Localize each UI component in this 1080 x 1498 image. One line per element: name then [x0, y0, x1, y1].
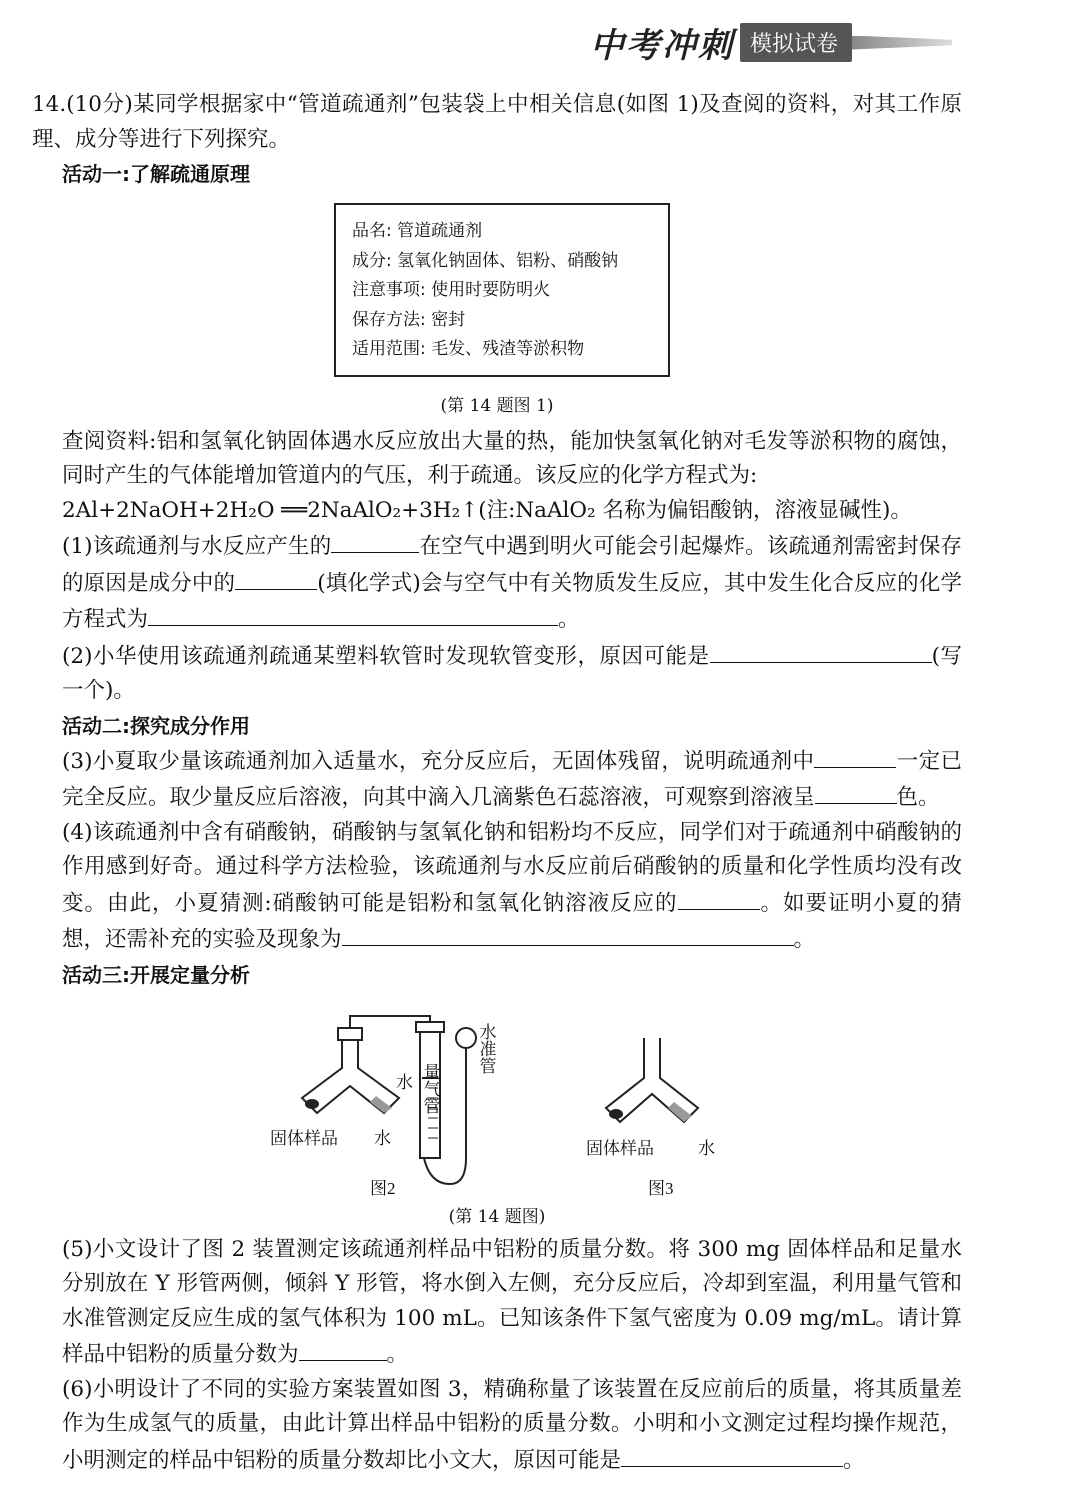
fig3-water-label: 水 — [698, 1138, 715, 1158]
figure-1-caption: (第 14 题图 1) — [440, 395, 554, 416]
figure-3-apparatus — [606, 1038, 698, 1122]
answer-blank[interactable] — [815, 779, 897, 804]
label-line: 成分: 氢氧化钠固体、铝粉、硝酸钠 — [352, 250, 619, 271]
figure-2-apparatus — [302, 1016, 476, 1184]
answer-blank[interactable] — [331, 528, 419, 553]
activity-1-heading: 活动一:了解疏通原理 — [62, 162, 250, 186]
label-line: 品名: 管道疏通剂 — [352, 221, 483, 241]
answer-blank[interactable] — [678, 885, 760, 910]
question-intro: 14.(10分)某同学根据家中“管道疏通剂”包装袋上中相关信息(如图 1)及查阅的资料，对其工作原理、成分等进行下列探究。 — [32, 92, 962, 152]
fig2-water-in-tube-label: 水 — [396, 1072, 413, 1092]
question-body — [32, 88, 962, 1478]
equation-line: 2Al+2NaOH+2H₂O ══2NaAlO₂+3H₂↑(注:NaAlO₂ 名称为偏铝酸钠，溶液显碱性)。 — [62, 497, 912, 523]
label-line: 注意事项: 使用时要防明火 — [352, 280, 551, 300]
answer-blank[interactable] — [148, 601, 558, 626]
question-3: (3)小夏取少量该疏通剂加入适量水，充分反应后，无固体残留，说明疏通剂中 一定已完全反应。取少量反应后溶液，向其中滴入几滴紫色石蕊溶液，可观察到溶液呈 色。 — [32, 743, 962, 816]
figure-caption: (第 14 题图) — [448, 1206, 546, 1227]
gas-tube-label: 量气管 — [420, 1062, 440, 1114]
question-1: (1)该疏通剂与水反应产生的 在空气中遇到明火可能会引起爆炸。该疏通剂需密封保存的原因是成分中的 (填化学式)会与空气中有关物质发生反应，其中发生化合反应的化学方程式为 。 — [32, 528, 962, 638]
answer-blank[interactable] — [621, 1442, 843, 1467]
question-5: (5)小文设计了图 2 装置测定该疏通剂样品中铝粉的质量分数。将 300 mg 固体样品和足量水分别放在 Y 形管两侧，倾斜 Y 形管，将水倒入左侧，充分反应后，冷却到室温，利用量气管和水准管测定反应生成的氢气体积为 100 mL。已知该条件下氢气密度为 0.09 mg/mL。请计算样品中铝粉的质量分数为 。 — [62, 1236, 962, 1367]
water-fill — [370, 1096, 392, 1113]
fig2-solid-label: 固体样品 — [270, 1128, 338, 1148]
answer-blank[interactable] — [235, 565, 317, 590]
solid-sample-3 — [609, 1109, 623, 1119]
question-6: (6)小明设计了不同的实验方案装置如图 3，精确称量了该装置在反应前后的质量，将其质量差作为生成氢气的质量，由此计算出样品中铝粉的质量分数。小明和小文测定过程均操作规范，小明测定的样品中铝粉的质量分数却比小文大，原因可能是 。 — [62, 1376, 962, 1473]
brush-decoration — [852, 36, 952, 50]
answer-blank[interactable] — [299, 1336, 387, 1361]
answer-blank[interactable] — [710, 638, 932, 663]
level-tube-label: 水准管 — [476, 1022, 496, 1074]
fig2-water-label: 水 — [374, 1128, 391, 1148]
figure-3-caption: 图3 — [648, 1178, 674, 1198]
question-2: (2)小华使用该疏通剂疏通某塑料软管时发现软管变形，原因可能是 (写一个)。 — [32, 638, 962, 709]
answer-blank[interactable] — [342, 921, 794, 946]
y-tube-open — [606, 1038, 698, 1122]
solid-sample — [305, 1099, 319, 1109]
activity-2-heading: 活动二:探究成分作用 — [62, 713, 250, 738]
reference-text: 查阅资料:铝和氢氧化钠固体遇水反应放出大量的热，能加快氢氧化钠对毛发等淤积物的腐蚀，同时产生的气体能增加管道内的气压，利于疏通。该反应的化学方程式为: — [62, 428, 962, 488]
fig3-solid-label: 固体样品 — [586, 1138, 654, 1158]
label-line: 适用范围: 毛发、残渣等淤积物 — [352, 339, 585, 359]
question-4: (4)该疏通剂中含有硝酸钠，硝酸钠与氢氧化钠和铝粉均不反应，同学们对于疏通剂中硝酸钠的作用感到好奇。通过科学方法检验，该疏通剂与水反应前后硝酸钠的质量和化学性质均没有改变。由此，小夏猜测:硝酸钠可能是铝粉和氢氧化钠溶液反应的 。如要证明小夏的猜想，还需补充的实验及现象为 。 — [62, 819, 962, 952]
level-bulb — [456, 1028, 476, 1048]
apparatus-figures — [32, 998, 962, 1198]
paper-type-label: 模拟试卷 — [740, 23, 852, 62]
header-badge — [590, 18, 952, 67]
brand-logo: 中考冲刺 — [589, 26, 734, 66]
burette-stopper — [416, 1022, 444, 1032]
apparatus-diagram — [32, 998, 962, 1198]
stopper — [338, 1028, 362, 1040]
product-label-box — [334, 203, 670, 377]
label-line: 保存方法: 密封 — [352, 309, 466, 330]
figure-2-caption: 图2 — [370, 1178, 396, 1198]
answer-blank[interactable] — [814, 743, 896, 768]
activity-3-heading: 活动三:开展定量分析 — [62, 962, 250, 987]
